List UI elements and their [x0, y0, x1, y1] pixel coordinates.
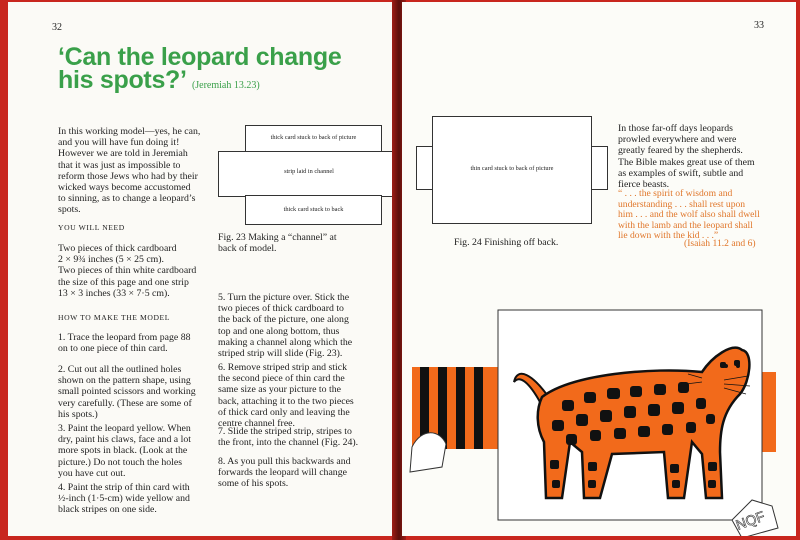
- text-line: spots.: [58, 204, 81, 216]
- fig23-label-mid: strip laid in channel: [284, 168, 334, 175]
- text-line: Two pieces of thick cardboard: [58, 243, 177, 254]
- step-7: [218, 426, 396, 448]
- text-line: prowled everywhere and were: [618, 134, 737, 146]
- text-line: same size as your picture to the: [218, 384, 341, 396]
- materials-list: [58, 243, 233, 299]
- text-line: Fig. 23 Making a “channel” at: [218, 232, 337, 243]
- text-line: picture.) Do not touch the holes: [58, 456, 183, 468]
- text-line: greatly feared by the shepherds.: [618, 145, 743, 157]
- text-line: two pieces of thick cardboard to: [218, 303, 344, 315]
- text-line: 13 × 3 inches (33 × 7·5 cm).: [58, 287, 170, 299]
- leopard-paragraph: [618, 123, 788, 190]
- text-line: of thick card only and leaving the: [218, 406, 350, 418]
- artist-signature: NQF: [733, 507, 767, 533]
- text-line: reform those Jews who had by their: [58, 170, 198, 182]
- text-line: 1. Trace the leopard from page 88: [58, 332, 191, 343]
- text-line: top and one along bottom, thus: [218, 325, 340, 337]
- text-line: the front, into the channel (Fig. 24).: [218, 437, 359, 449]
- page-number-right: 33: [754, 20, 764, 31]
- fig-24-caption: Fig. 24 Finishing off back.: [454, 237, 559, 248]
- text-line: understanding . . . shall rest upon: [618, 198, 746, 210]
- step-4: [58, 482, 233, 516]
- text-line: back, attaching it to the two pieces: [218, 395, 354, 407]
- title-text: ‘Can the leopard change his spots?’: [58, 43, 342, 94]
- text-line: 5. Turn the picture over. Stick the: [218, 292, 350, 303]
- intro-paragraph: [58, 126, 233, 216]
- text-line: forwards the leopard will change: [218, 467, 347, 479]
- text-line: The Bible makes great use of them: [618, 156, 755, 168]
- text-line: as examples of swift, subtle and: [618, 167, 744, 179]
- text-line: that it was just as impossible to: [58, 159, 181, 171]
- thick-card-bottom: [245, 195, 382, 225]
- thick-card-top: [245, 125, 382, 153]
- text-line: very carefully. (These are some of: [58, 397, 192, 409]
- text-line: making a channel along which the: [218, 336, 353, 348]
- step-3: [58, 423, 233, 479]
- text-line: with the lamb and the leopard shall: [618, 219, 753, 231]
- fig23-label-top: thick card stuck to back of picture: [270, 134, 357, 141]
- isaiah-quote: [618, 189, 793, 242]
- text-line: wicked ways become accustomed: [58, 182, 191, 194]
- step-5: [218, 292, 396, 359]
- text-line: him . . . and the wolf also shall dwell: [618, 209, 760, 221]
- text-line: his spots.): [58, 408, 98, 420]
- text-line: the size of this page and one strip: [58, 276, 189, 288]
- striped-strip-right: [762, 372, 776, 452]
- page-number-left: 32: [52, 22, 62, 33]
- step-6: [218, 362, 396, 429]
- text-line: shown on the pattern shape, using: [58, 375, 191, 387]
- text-line: some of his spots.: [218, 478, 289, 490]
- title-reference: (Jeremiah 13.23): [191, 80, 260, 91]
- text-line: 3. Paint the leopard yellow. When: [58, 423, 191, 434]
- text-line: back of model.: [218, 243, 277, 255]
- strip-channel: [218, 151, 400, 197]
- how-to-heading: HOW TO MAKE THE MODEL: [58, 313, 171, 322]
- text-line: dry, paint his claws, face and a lot: [58, 434, 191, 446]
- left-page: [8, 2, 400, 536]
- text-line: black stripes on one side.: [58, 504, 157, 516]
- text-line: 4. Paint the strip of thin card with: [58, 482, 190, 493]
- text-line: 7. Slide the striped strip, stripes to: [218, 426, 352, 437]
- text-line: to sinning, as to change a leopard’s: [58, 193, 196, 205]
- fig24-thin-card: [432, 116, 592, 224]
- fig23-label-bottom: thick card stuck to back: [283, 206, 344, 213]
- text-line: striped strip will slide (Fig. 23).: [218, 348, 343, 360]
- text-line: small pointed scissors and working: [58, 386, 196, 398]
- text-line: “ . . . the spirit of wisdom and: [618, 188, 733, 199]
- fig-23-diagram: [210, 120, 398, 228]
- text-line: 8. As you pull this backwards and: [218, 456, 351, 467]
- text-line: you have cut out.: [58, 467, 126, 479]
- you-will-need-heading: YOU WILL NEED: [58, 223, 125, 232]
- text-line: the back of the picture, one along: [218, 314, 349, 326]
- right-page: [402, 2, 796, 536]
- text-line: 2 × 9¾ inches (5 × 25 cm).: [58, 254, 165, 266]
- text-line: fierce beasts.: [618, 179, 670, 191]
- text-line: the second piece of thin card the: [218, 373, 345, 385]
- page-title: [58, 43, 348, 97]
- text-line: In this working model—yes, he can,: [58, 126, 201, 137]
- text-line: In those far-off days leopards: [618, 123, 733, 134]
- text-line: 2. Cut out all the outlined holes: [58, 364, 182, 375]
- text-line: centre channel free.: [218, 418, 295, 430]
- fig24-label: thin card stuck to back of picture: [470, 165, 554, 172]
- step-8: [218, 456, 396, 490]
- step-2: [58, 364, 233, 420]
- fig-24-diagram: [416, 116, 606, 224]
- text-line: on to one piece of thin card.: [58, 343, 168, 355]
- text-line: 6. Remove striped strip and stick: [218, 362, 347, 373]
- step-1: [58, 332, 233, 354]
- leopard-illustration: [402, 302, 796, 536]
- fig-23-caption: [218, 232, 393, 254]
- text-line: ½-inch (1·5-cm) wide yellow and: [58, 493, 190, 505]
- text-line: lie down with the kid . . .”: [618, 230, 719, 242]
- text-line: However we are told in Jeremiah: [58, 148, 188, 160]
- text-line: Two pieces of thin white cardboard: [58, 265, 197, 277]
- text-line: more spots in black. (Look at the: [58, 445, 188, 457]
- isaiah-reference: (Isaiah 11.2 and 6): [684, 238, 756, 249]
- text-line: and you will have fun doing it!: [58, 137, 180, 149]
